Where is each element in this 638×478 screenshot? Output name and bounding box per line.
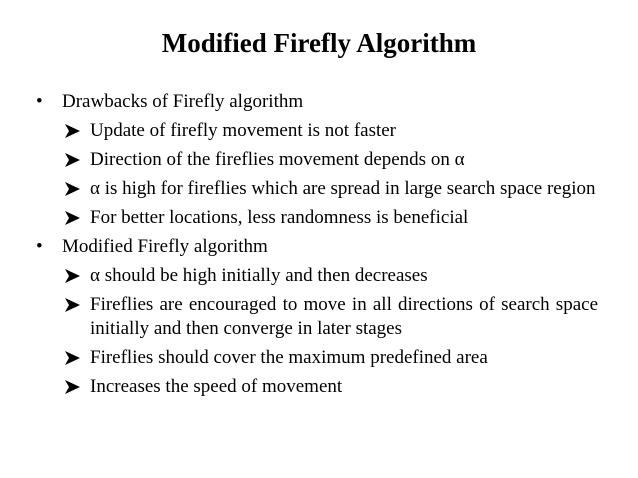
bullet-dot-icon: •	[36, 236, 43, 257]
sub-bullet-text: Increases the speed of movement	[90, 376, 343, 397]
sub-bullet-item	[36, 264, 598, 288]
sub-bullet-item	[36, 148, 598, 172]
bullet-text: Modified Firefly algorithm	[62, 236, 268, 257]
sub-bullet-text: α is high for fireflies which are spread in large search space region	[90, 178, 596, 199]
sub-bullet-text: Direction of the fireflies movement depends on α	[90, 149, 465, 170]
arrow-bullet-icon	[64, 151, 82, 169]
sub-bullet-text: Fireflies are encouraged to move in all directions of search space initially and then converge in later stages	[90, 294, 598, 339]
arrow-bullet-icon	[64, 180, 82, 198]
sub-bullet-text: Fireflies should cover the maximum predefined area	[90, 347, 488, 368]
arrow-bullet-icon	[64, 209, 82, 227]
slide-content	[36, 90, 598, 404]
bullet-dot-icon: •	[36, 91, 43, 112]
arrow-bullet-icon	[64, 378, 82, 396]
sub-bullet-item	[36, 119, 598, 143]
sub-bullet-item	[36, 346, 598, 370]
bullet-text: Drawbacks of Firefly algorithm	[62, 91, 304, 112]
arrow-bullet-icon	[64, 349, 82, 367]
bullet-item	[36, 235, 598, 259]
arrow-bullet-icon	[64, 296, 82, 314]
sub-bullet-item	[36, 177, 598, 201]
arrow-bullet-icon	[64, 122, 82, 140]
sub-bullet-text: For better locations, less randomness is beneficial	[90, 207, 469, 228]
slide-title: Modified Firefly Algorithm	[161, 28, 477, 58]
sub-bullet-item	[36, 206, 598, 230]
arrow-bullet-icon	[64, 267, 82, 285]
sub-bullet-text: α should be high initially and then decreases	[90, 265, 428, 286]
sub-bullet-item	[36, 375, 598, 399]
sub-bullet-item	[36, 293, 598, 341]
sub-bullet-text: Update of firefly movement is not faster	[90, 120, 397, 141]
bullet-item	[36, 90, 598, 114]
